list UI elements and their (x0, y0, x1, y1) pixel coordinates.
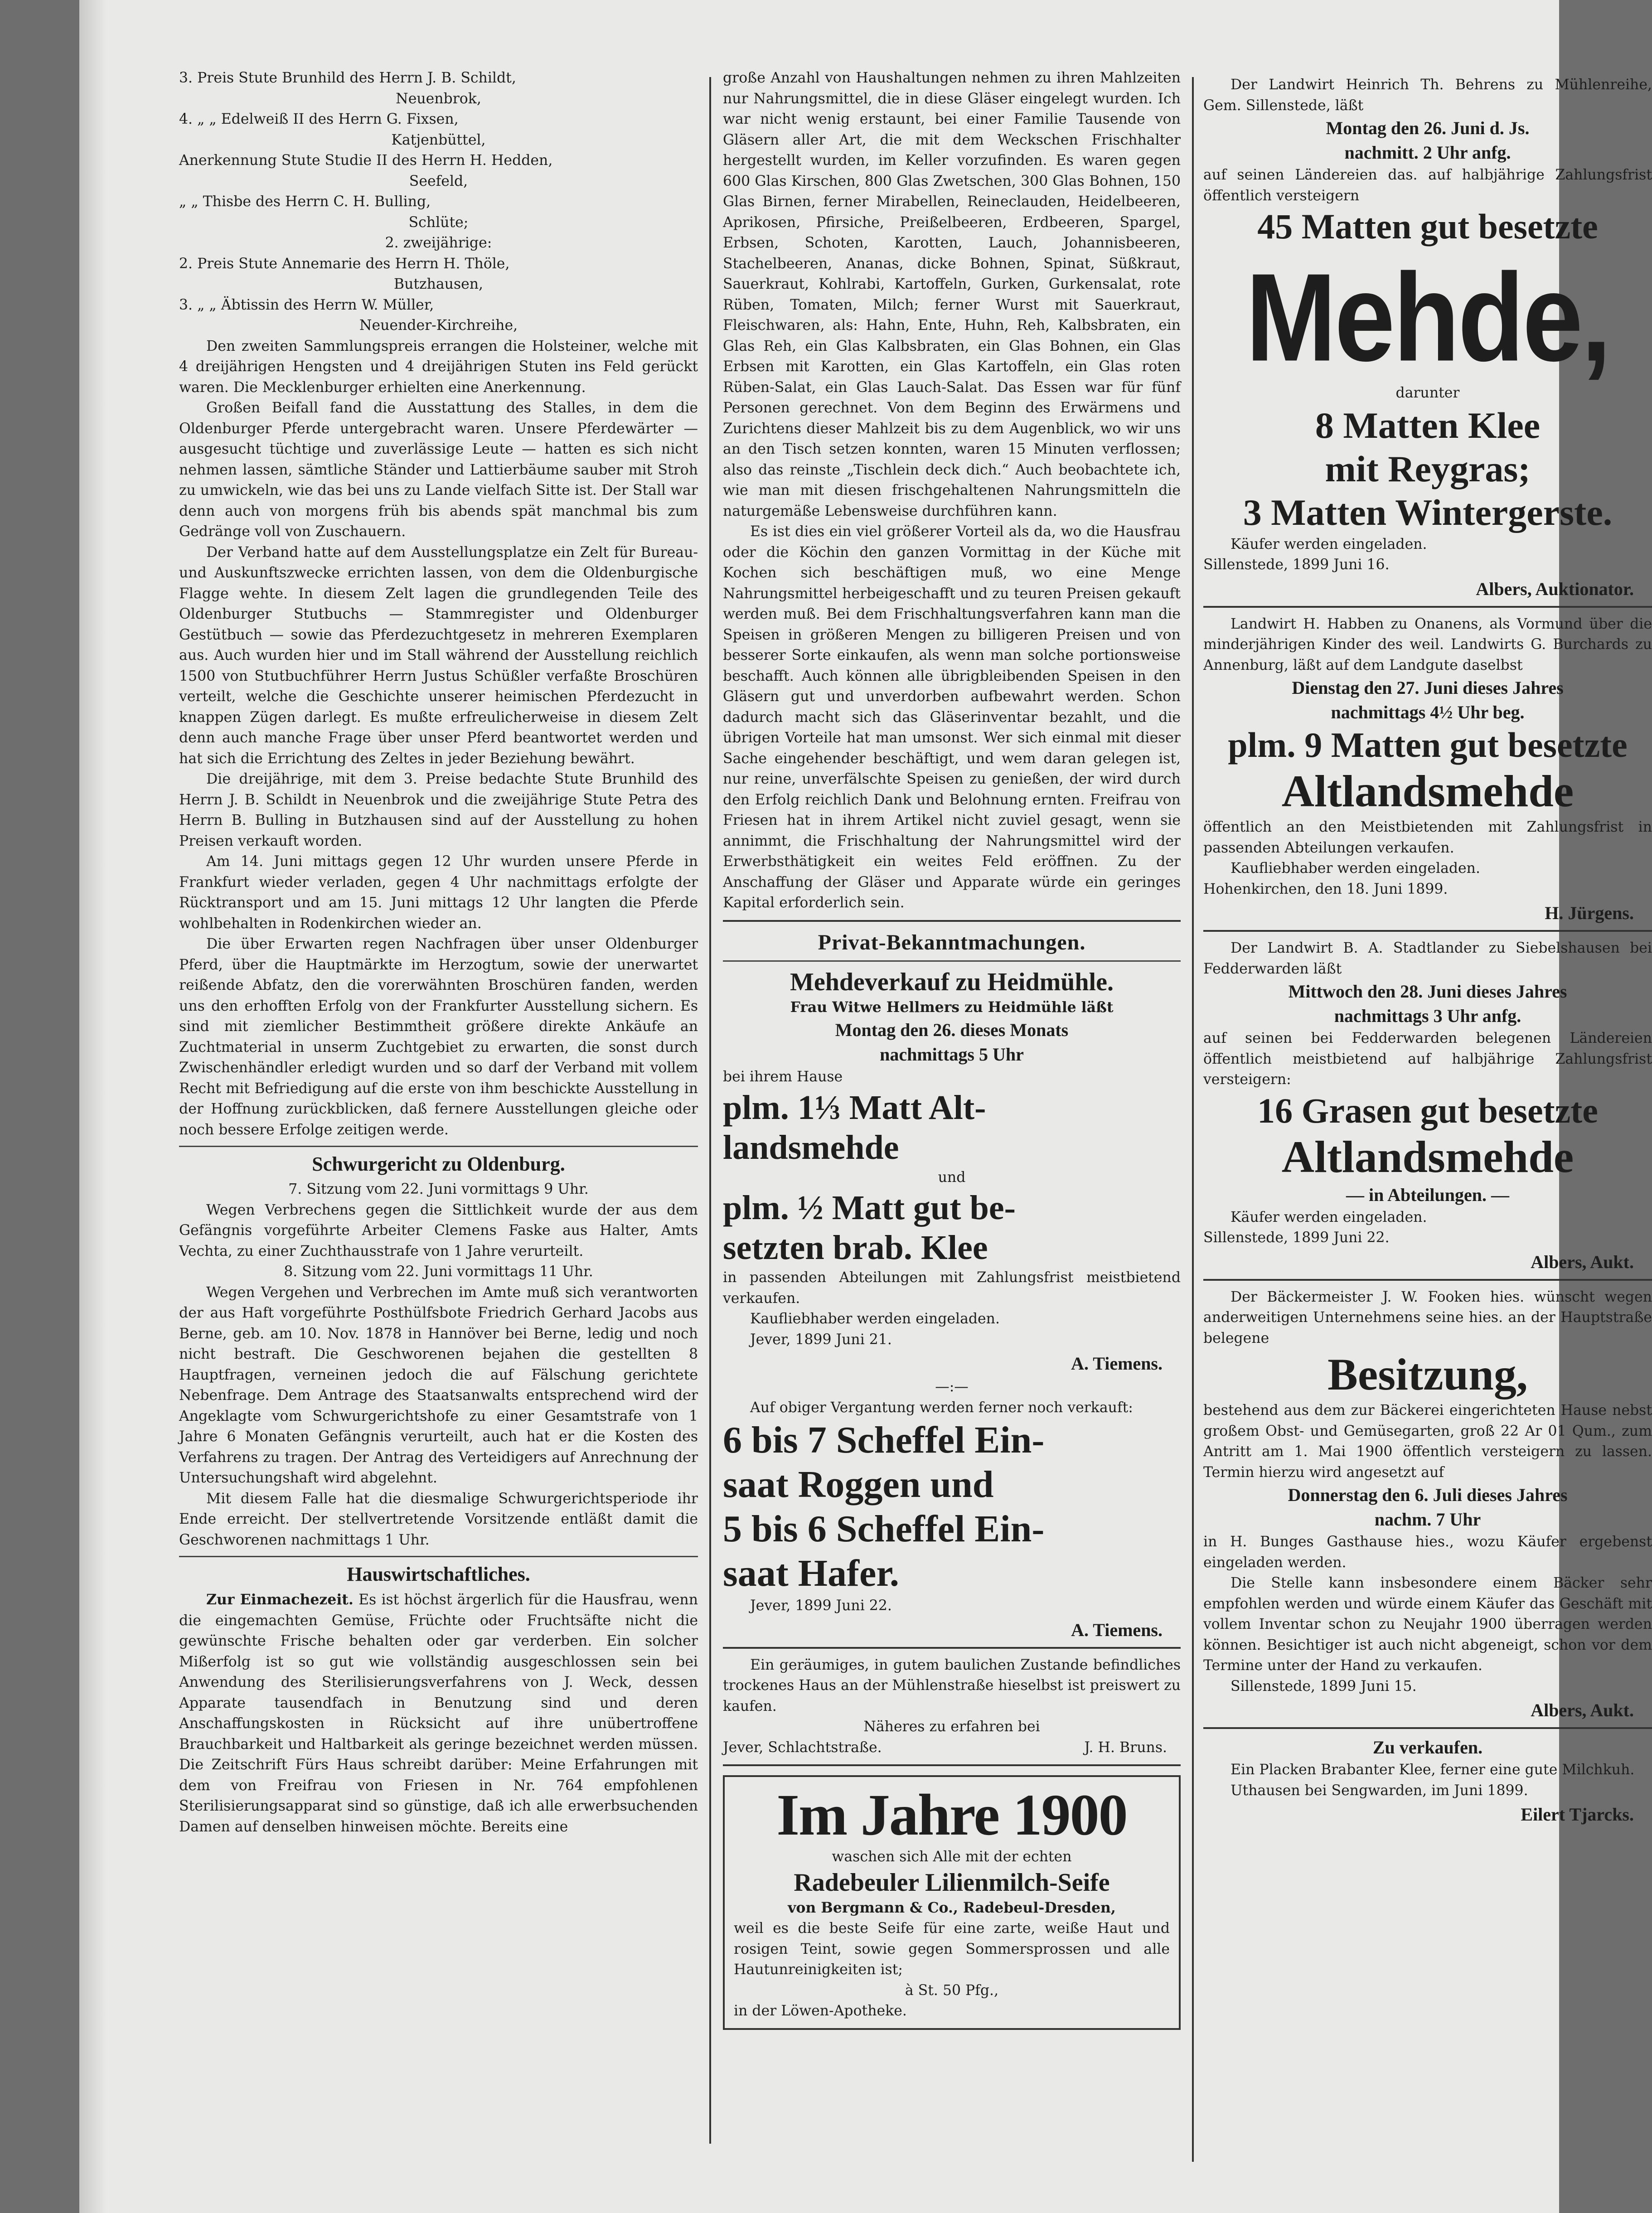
ad-big-line: 6 bis 7 Scheffel Ein- (723, 1419, 1045, 1461)
column-rule-2 (1192, 77, 1194, 2162)
ad-body: Die Stelle kann insbesondere einem Bäcker sehr empfohlen werden und würde einem Käufer das Geschäft mit vollem Inventar schon zu Neujahr 1900 überragen werden können. Besichtiger ist auch nicht abgeneigt, schon vor dem Termine unter der Hand zu verkaufen. (1203, 1575, 1652, 1674)
ad-invite: Kaufliebhaber werden eingeladen. (750, 1311, 1000, 1327)
ad-dateline: Sillenstede, 1899 Juni 15. (1231, 1678, 1417, 1695)
divider (179, 1556, 698, 1557)
ad-mehde (1203, 75, 1652, 600)
ad-title: Im Jahre 1900 (776, 1782, 1127, 1848)
ad-dateline: Hohenkirchen, den 18. Juni 1899. (1203, 881, 1448, 897)
divider (1203, 606, 1652, 608)
ad-house (723, 1655, 1181, 1758)
court-paragraph: Wegen Verbrechens gegen die Sittlichkeit wurde der aus dem Gefängnis vorgeführte Arbeiter Clemens Faske aus Halter, Amts Vechta, zu einer Zuchthausstrafe von 1 Jahre verurteilt. (179, 1201, 698, 1259)
paragraph: Am 14. Juni mittags gegen 12 Uhr wurden unsere Pferde in Frankfurt wieder verladen, gegen 4 Uhr nachmittags erfolgte der Rücktransport und am 15. Juni mittags 12 Uhr langten die Pferde wohlbehalten in Rodenkirchen wieder an. (179, 853, 698, 932)
ad-headline: Besitzung, (1327, 1349, 1528, 1399)
award-line: „ „ Thisbe des Herrn C. H. Bulling, (179, 194, 431, 210)
ad-body: auf seinen Ländereien das. auf halbjährige Zahlungsfrist öffentlich versteigern (1203, 167, 1652, 204)
award-place: Neuender-Kirchreihe, (359, 317, 518, 334)
paragraph: große Anzahl von Haushaltungen nehmen zu ihren Mahlzeiten nur Nahrungsmittel, die in diese Gläser eingelegt wurden. Ich war nicht wenig erstaunt, bei einer Familie Tausende von Gläsern aller Art, die mit dem Weckschen Frischhalter hergestellt wurden, im Keller vorzufinden. Es waren gegen 600 Glas Kirschen, 800 Glas Zwetschen, 300 Glas Bohnen, 150 Glas Birnen, ferner Mirabellen, Reineclauden, Heidelbeeren, Aprikosen, Pfirsiche, Preißelbeeren, Erdbeeren, Spargel, Erbsen, Schoten, Karotten, Lauch, Johannisbeeren, Stachelbeeren, Ananas, dicke Bohnen, Spinat, Süßkraut, Sauerkraut, Kohlrabi, Kartoffeln, Gurken, Gurkensalat, rote Rüben, Tomaten, Milch; ferner Wurst mit Sauerkraut, Fleischwaren, als: Hahn, Ente, Huhn, Reh, Kalbsbraten, ein Glas Reh, ein Glas Kalbsbraten, ein Glas Bohnen, ein Glas Erbsen mit Karotten, ein Glas Kartoffeln, ein Glas roten Rüben-Salat, ein Glas Lauch-Salat. Das Essen war für fünf Personen gerechnet. Von dem Beginn des Erwärmens und Zurichtens dieser Mahlzeit bis zu dem Augenblick, wo wir uns an den Tisch setzen konnten, waren 15 Minuten verflossen; also das reinste „Tischlein deck dich.“ Auch beobachtete ich, wie man mit diesen frischgehaltenen Nahrungsmitteln die naturgemäße Lebensweise durchführen kann. (723, 70, 1181, 519)
court-session: 8. Sitzung vom 22. Juni vormittags 11 Uhr. (284, 1264, 593, 1280)
ad-time: nachmitt. 2 Uhr anfg. (1344, 142, 1511, 163)
ad-dateline: Jever, 1899 Juni 22. (750, 1598, 892, 1614)
court-paragraph: Wegen Vergehen und Verbrechen im Amte muß sich verantworten der aus Haft vorgeführte Posthülfsbote Friedrich Gerhard Jacobs aus Berne, geb. am 10. Nov. 1878 in Hannöver bei Berne, ledig und noch nicht bestraft. Die Geschworenen bejahen die gestellten 8 Hauptfragen, verneinen jedoch die auf Fälschung gerichtete Nebenfrage. Dem Antrage des Staatsanwalts entsprechend wird der Angeklagte vom Schwurgerichtshofe zu einer Gesamtstrafe von 1 Jahre 6 Monaten Gefängnis verurteilt, auch hat er die Kosten des Verfahrens zu tragen. Der Antrag des Verteidigers auf Anrechnung der Untersuchungshaft wird abgelehnt. (179, 1284, 698, 1486)
ad-body: Der Landwirt B. A. Stadtlander zu Siebelshausen bei Fedderwarden läßt (1203, 940, 1652, 977)
ad-line: waschen sich Alle mit der echten (832, 1849, 1072, 1865)
ad-time: nachmittags 5 Uhr (880, 1044, 1024, 1065)
ad-time: nachm. 7 Uhr (1374, 1509, 1481, 1530)
ad-dateline: Sillenstede, 1899 Juni 16. (1203, 557, 1390, 573)
ad-big-line: plm. 9 Matten gut besetzte (1228, 725, 1628, 765)
ad-line: in der Löwen-Apotheke. (734, 2003, 907, 2019)
ad-heidmuehle (723, 967, 1181, 1641)
ad-body: Auf obiger Vergantung werden ferner noch verkauft: (750, 1399, 1133, 1416)
ad-altlandsmehde-1 (1203, 614, 1652, 924)
ad-body: Näheres zu erfahren bei (863, 1719, 1040, 1735)
ad-signature: Albers, Auktionator. (1476, 578, 1634, 599)
award-place: Neuenbrok, (396, 90, 481, 107)
award-place: Seefeld, (409, 173, 468, 189)
award-subhead: 2. zweijährige: (385, 235, 492, 251)
ad-dateline: Sillenstede, 1899 Juni 22. (1203, 1230, 1390, 1246)
award-line: 4. „ „ Edelweiß II des Herrn G. Fixsen, (179, 111, 459, 127)
ad-body: auf seinen bei Fedderwarden belegenen Ländereien öffentlich meistbietend auf halbjährige Zahlungsfrist versteigern: (1203, 1030, 1652, 1088)
ad-body: Der Bäckermeister J. W. Fooken hies. wünscht wegen anderweitigen Unternehmens seine hies. an der Hauptstraße belegene (1203, 1288, 1652, 1346)
ad-body: Der Landwirt Heinrich Th. Behrens zu Mühlenreihe, Gem. Sillenstede, läßt (1203, 77, 1652, 114)
ad-body: Ein geräumiges, in gutem baulichen Zustande befindliches trockenes Haus an der Mühlenstraße hieselbst ist preiswert zu kaufen. (723, 1656, 1181, 1714)
ad-soap (723, 1775, 1181, 2030)
ad-date: Montag den 26. Juni d. Js. (1326, 118, 1530, 138)
column-3 (1203, 75, 1652, 2182)
ad-big-line: plm. 1⅓ Matt Alt- (723, 1088, 986, 1127)
ad-besitzung (1203, 1287, 1652, 1721)
ad-time: nachmittags 4½ Uhr beg. (1331, 702, 1525, 722)
column-rule-1 (709, 77, 711, 2144)
ad-title: Mehdeverkauf zu Heidmühle. (790, 968, 1114, 996)
ad-big-line: 45 Matten gut besetzte (1257, 207, 1598, 246)
ad-address: Jever, Schlachtstraße. (723, 1739, 882, 1756)
ad-headline: Altlandsmehde (1281, 766, 1574, 816)
ad-signature: A. Tiemens. (1071, 1619, 1163, 1640)
household-lead: Zur Einmachezeit. (206, 1591, 354, 1608)
ad-line: und (938, 1169, 966, 1186)
award-line: 3. Preis Stute Brunhild des Herrn J. B. Schildt, (179, 70, 516, 86)
ad-dateline: Jever, 1899 Juni 21. (750, 1331, 892, 1348)
ad-separator: —:— (935, 1379, 969, 1395)
ad-line: — in Abteilungen. — (1346, 1184, 1510, 1205)
ad-big-line: saat Roggen und (723, 1463, 994, 1506)
divider (723, 1647, 1181, 1649)
ad-signature: Albers, Aukt. (1531, 1700, 1634, 1720)
ad-headline: Mehde, (1245, 247, 1610, 387)
divider (179, 1146, 698, 1147)
private-notices-heading: Privat-Bekanntmachungen. (818, 930, 1086, 954)
ad-date: Donnerstag den 6. Juli dieses Jahres (1288, 1485, 1568, 1505)
ad-for-sale (1203, 1735, 1652, 1825)
ad-big-line: setzten brab. Klee (723, 1229, 988, 1267)
ad-body: Ein Placken Brabanter Klee, ferner eine gute Milchkuh. (1231, 1762, 1635, 1778)
household-text: Es ist höchst ärgerlich für die Hausfrau, wenn die eingemachten Gemüse, Früchte oder Fruchtsäfte nicht die gewünschte Frische behalten oder gar verderben. Ein solcher Mißerfolg ist so gut wie vollständig ausgeschlossen sein bei Anwendung des Sterilisierungsverfahrens von J. Weck, dessen Apparate tausendfach in Benutzung sind und deren Anschaffungskosten in Rücksicht auf ihre unübertroffene Brauchbarkeit und Haltbarkeit als geringe bezeichnet werden müssen. Die Zeitschrift Fürs Haus schreibt darüber: Meine Erfahrungen mit dem von Freifrau von Friesen in Nr. 764 empfohlenen Sterilisierungsapparat sind so günstige, daß ich alle erwerbsuchenden Damen auf denselben hinweisen möchte. Bereits eine (179, 1592, 698, 1835)
award-place: Katjenbüttel, (391, 131, 486, 148)
ad-big-line: plm. ½ Matt gut be- (723, 1189, 1016, 1227)
ad-signature: J. H. Bruns. (1084, 1739, 1167, 1756)
award-place: Butzhausen, (393, 276, 484, 292)
divider (723, 960, 1181, 962)
ad-body: bestehend aus dem zur Bäckerei eingerichteten Hause nebst großem Obst- und Gemüsegarten, groß 22 Ar 01 Qum., zum Antritt am 1. Mai 1900 öffentlich versteigern zu lassen. Termin hierzu wird angesetzt auf (1203, 1402, 1652, 1481)
ad-price: à St. 50 Pfg., (905, 1982, 999, 1999)
ad-invite: Käufer werden eingeladen. (1231, 536, 1427, 552)
column-2 (723, 68, 1181, 2175)
ad-body: öffentlich an den Meistbietenden mit Zahlungsfrist in passenden Abteilungen verkaufen. (1203, 819, 1652, 856)
paragraph: Es ist dies ein viel größerer Vorteil als da, wo die Hausfrau oder die Köchin den ganzen Vormittag in der Küche mit Kochen sich beschäftigen muß, wo eine Menge Nahrungsmittel herbeigeschafft und zu teuren Preisen gekauft werden muß. Bei dem Frischhaltungsverfahren kann man die Speisen in größeren Mengen zu billigeren Preisen und von besserer Sorte einkaufen, als wenn man solche portionsweise beschafft. Auch können alle übrigbleibenden Speisen in den Gläsern gut und unverdorben aufbewahrt werden. Schon dadurch macht sich das Gläserinventar bezahlt, und die übrigen Vorteile hat man umsonst. Wer sich einmal mit dieser Sache eingehender beschäftigt, und wem daran gelegen ist, nur reine, unverfälschte Speisen zu genießen, der wird durch den Erfolg reichlich Dank und Belohnung ernten. Freifrau von Friesen hat in ihrem Artikel nicht zuviel gesagt, wenn sie annimmt, die Frischhaltung der Nahrungsmittel wird der Erwerbsthätigkeit ein weites Feld eröffnen. Zu der Anschaffung der Gläser und Apparate würde ein geringes Kapital erforderlich sein. (723, 523, 1181, 911)
ad-body: in H. Bunges Gasthause hies., wozu Käufer ergebenst eingeladen werden. (1203, 1534, 1652, 1571)
ad-invite: Käufer werden eingeladen. (1231, 1209, 1427, 1225)
award-list (179, 68, 698, 336)
ad-date: Mittwoch den 28. Juni dieses Jahres (1288, 981, 1567, 1002)
court-session: 7. Sitzung vom 22. Juni vormittags 9 Uhr. (288, 1181, 589, 1197)
ad-big-line: 8 Matten Klee (1315, 404, 1541, 446)
divider (1203, 1279, 1652, 1281)
ad-date: Montag den 26. dieses Monats (835, 1020, 1069, 1040)
ad-signature: Eilert Tjarcks. (1521, 1804, 1634, 1825)
ad-big-line: 16 Grasen gut besetzte (1257, 1090, 1598, 1130)
ad-line (723, 997, 1181, 1018)
ad-big-line: landsmehde (723, 1128, 899, 1167)
divider (723, 1764, 1181, 1766)
paragraph: Großen Beifall fand die Ausstattung des Stalles, in dem die Oldenburger Pferde untergebracht waren. Unsere Pferdewärter — ausgesucht tüchtige und zuverlässige Leute — hatten es sich nicht nehmen lassen, sämtliche Ständer und Lattierbäume sauber mit Stroh zu umwickeln, wie das bei uns zu Lande vielfach Sitte ist. Der Stall war denn auch von morgens früh bis abends spät manchmal bis zum Gedränge voll von Zuschauern. (179, 400, 698, 540)
ad-title: Zu verkaufen. (1372, 1737, 1483, 1758)
ad-signature: H. Jürgens. (1545, 903, 1634, 923)
court-heading: Schwurgericht zu Oldenburg. (312, 1153, 565, 1175)
page-spine (79, 0, 107, 2213)
household-heading: Hauswirtschaftliches. (347, 1563, 530, 1585)
court-paragraph: Mit diesem Falle hat die diesmalige Schwurgerichtsperiode ihr Ende erreicht. Der stellvertretende Vorsitzende entläßt damit die Geschworenen nachmittags 1 Uhr. (179, 1490, 698, 1548)
paragraph: Die über Erwarten regen Nachfragen über unser Oldenburger Pferd, über die Hauptmärkte im Herzogtum, sowie der unerwartet reißende Abfatz, den die vorerwähnten Broschüren fanden, werden uns den erhofften Erfolg von der Frankfurter Ausstellung sichern. Es sind mit ziemlicher Bestimmtheit größere direkte Ankäufe an Zuchtmaterial in unserm Zuchtgebiet zu erwarten, die sonst durch Zwischenhändler erledigt wurden und so darf der Verband mit vollem Recht mit Befriedigung auf die erste von ihm beschickte Ausstellung in der Hoffnung zurückblicken, daß fernere Ausstellungen gleiche oder noch bessere Erfolge zeitigen werde. (179, 936, 698, 1138)
paragraph: Die dreijährige, mit dem 3. Preise bedachte Stute Brunhild des Herrn J. B. Schildt in Neuenbrok und die zweijährige Stute Petra des Herrn B. Bulling in Butzhausen sind auf der Ausstellung zu hohen Preisen verkauft worden. (179, 771, 698, 849)
award-line: 3. „ „ Äbtissin des Herrn W. Müller, (179, 296, 434, 313)
divider (723, 920, 1181, 922)
ad-altlandsmehde-2 (1203, 938, 1652, 1273)
ad-signature: Albers, Aukt. (1531, 1251, 1634, 1272)
ad-line: darunter (1395, 385, 1460, 401)
household-paragraph (179, 1589, 698, 1837)
ad-signature: A. Tiemens. (1071, 1353, 1163, 1374)
award-line: 2. Preis Stute Annemarie des Herrn H. Thöle, (179, 255, 510, 272)
ad-big-line: 5 bis 6 Scheffel Ein- (723, 1508, 1045, 1550)
ad-headline: Altlandsmehde (1281, 1131, 1574, 1182)
divider (1203, 1727, 1652, 1729)
ad-invite: Kaufliebhaber werden eingeladen. (1231, 860, 1480, 876)
ad-maker: von Bergmann & Co., Radebeul-Dresden, (788, 1899, 1116, 1916)
paragraph: Den zweiten Sammlungspreis errangen die Holsteiner, welche mit 4 dreijährigen Hengsten und 4 dreijährigen Stuten ins Feld gerückt waren. Die Mecklenburger erhielten eine Anerkennung. (179, 338, 698, 396)
award-place: Schlüte; (408, 214, 469, 231)
divider (1203, 930, 1652, 932)
ad-dateline: Uthausen bei Sengwarden, im Juni 1899. (1231, 1782, 1528, 1799)
paragraph: Der Verband hatte auf dem Ausstellungsplatze ein Zelt für Bureau- und Auskunftszwecke errichten lassen, von dem die Oldenburgische Flagge wehte. In diesem Zelt lagen die grundlegenden Teile des Oldenburger Stutbuchs — Stammregister und Oldenburger Gestütbuch — sowie das Pferdezuchtgesetz in mehreren Exemplaren aus. Auch wurden hier und im Stall während der Ausstellung reichlich 1500 von Stutbuchführer Herrn Justus Schüßler verfaßte Broschüren verteilt, welche die Geschichte unserer heimischen Pferdezucht in knappen Zügen darlegt. Es mußte erfreulicherweise in diesem Zelt denn auch manche Frage über unser Pferd beantwortet werden und hat sich die Errichtung des Zeltes in jeder Beziehung bewährt. (179, 544, 698, 767)
ad-seller: Frau Witwe Hellmers zu Heidmühle läßt (790, 998, 1114, 1016)
ad-body: Landwirt H. Habben zu Onanens, als Vormund über die minderjährigen Kinder des weil. Landwirts G. Burchards zu Annenburg, läßt auf dem Landgute daselbst (1203, 615, 1652, 673)
ad-big-line: mit Reygras; (1325, 448, 1531, 489)
ad-line (734, 1898, 1170, 1919)
ad-time: nachmittags 3 Uhr anfg. (1334, 1006, 1521, 1026)
ad-line: bei ihrem Hause (723, 1069, 843, 1085)
newspaper-page (79, 0, 1652, 2213)
ad-brand: Radebeuler Lilienmilch-Seife (794, 1868, 1110, 1897)
column-1 (179, 68, 698, 2153)
award-line: Anerkennung Stute Studie II des Herrn H. Hedden, (179, 152, 553, 169)
ad-big-line: 3 Matten Wintergerste. (1243, 491, 1613, 533)
ad-address-line (723, 1738, 1181, 1758)
ad-body: in passenden Abteilungen mit Zahlungsfrist meistbietend verkaufen. (723, 1269, 1181, 1307)
ad-body: weil es die beste Seife für eine zarte, weiße Haut und rosigen Teint, sowie gegen Sommersprossen und alle Hautunreinigkeiten ist; (734, 1920, 1170, 1978)
ad-big-line: saat Hafer. (723, 1552, 899, 1594)
ad-date: Dienstag den 27. Juni dieses Jahres (1292, 678, 1564, 698)
